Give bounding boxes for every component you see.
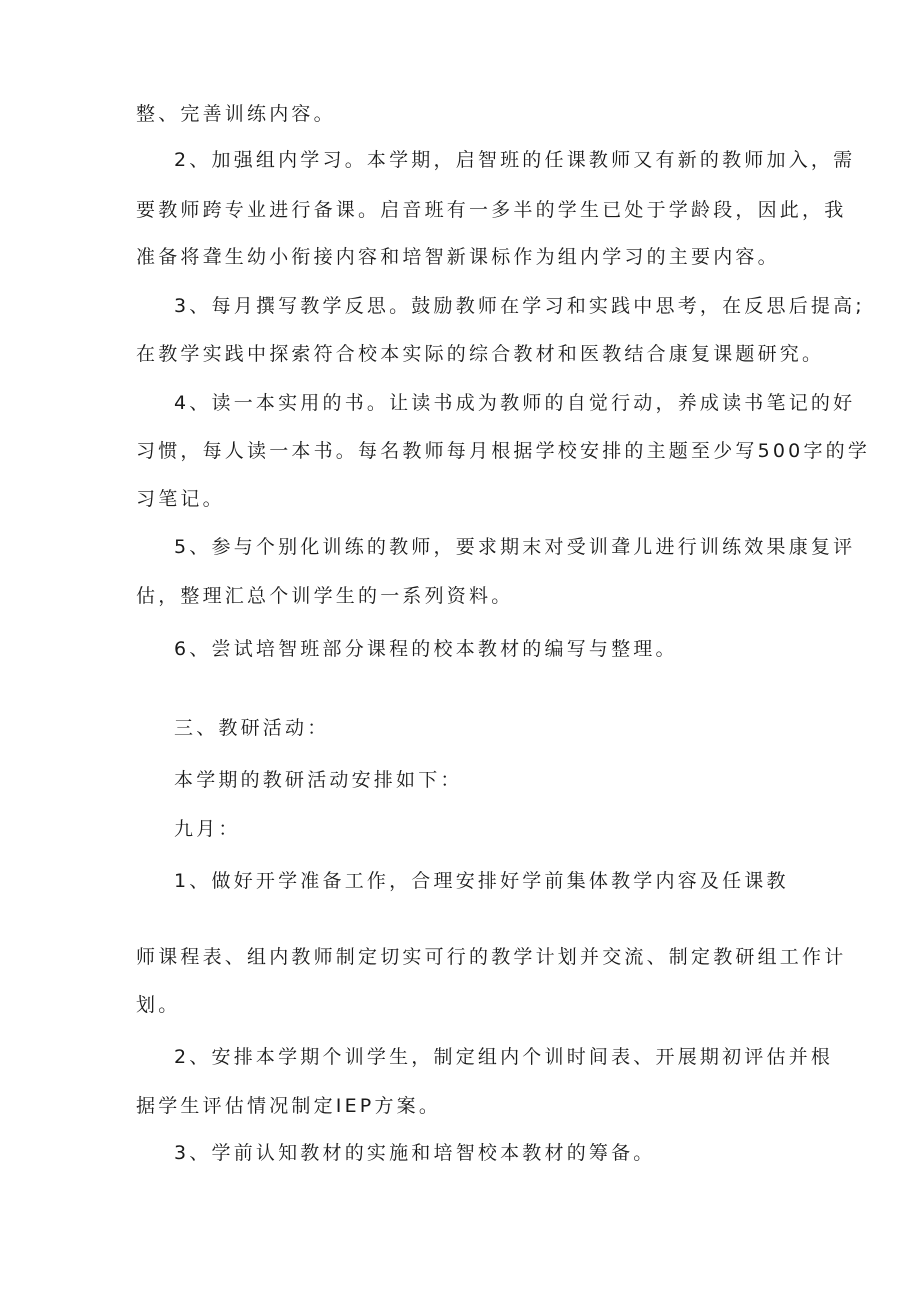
text-line: 本学期的教研活动安排如下： xyxy=(174,769,463,791)
text-line: 据学生评估情况制定IEP方案。 xyxy=(136,1095,442,1117)
text-line: 准备将聋生幼小衔接内容和培智新课标作为组内学习的主要内容。 xyxy=(136,246,780,268)
text-line: 1、做好开学准备工作，合理安排好学前集体教学内容及任课教 xyxy=(174,870,789,892)
text-line: 4、读一本实用的书。让读书成为教师的自觉行动，养成读书笔记的好 xyxy=(174,392,856,414)
text-line: 3、每月撰写教学反思。鼓励教师在学习和实践中思考，在反思后提高; xyxy=(174,295,865,317)
section-heading: 三、教研活动： xyxy=(174,717,330,739)
text-line: 3、学前认知教材的实施和培智校本教材的筹备。 xyxy=(174,1142,656,1164)
text-line: 习笔记。 xyxy=(136,488,225,510)
text-line: 6、尝试培智班部分课程的校本教材的编写与整理。 xyxy=(174,638,678,660)
text-line: 估，整理汇总个训学生的一系列资料。 xyxy=(136,585,514,607)
text-line: 划。 xyxy=(136,994,181,1016)
text-line: 5、参与个别化训练的教师，要求期末对受训聋儿进行训练效果康复评 xyxy=(174,536,856,558)
text-line: 要教师跨专业进行备课。启音班有一多半的学生已处于学龄段，因此，我 xyxy=(136,199,847,221)
text-line: 整、完善训练内容。 xyxy=(136,103,336,125)
text-line: 九月： xyxy=(174,818,241,840)
text-line: 师课程表、组内教师制定切实可行的教学计划并交流、制定教研组工作计 xyxy=(136,946,847,968)
text-line: 2、安排本学期个训学生，制定组内个训时间表、开展期初评估并根 xyxy=(174,1046,834,1068)
text-line: 习惯，每人读一本书。每名教师每月根据学校安排的主题至少写500字的学 xyxy=(136,440,871,462)
text-line: 在教学实践中探索符合校本实际的综合教材和医教结合康复课题研究。 xyxy=(136,343,825,365)
text-line: 2、加强组内学习。本学期，启智班的任课教师又有新的教师加入，需 xyxy=(174,149,856,171)
